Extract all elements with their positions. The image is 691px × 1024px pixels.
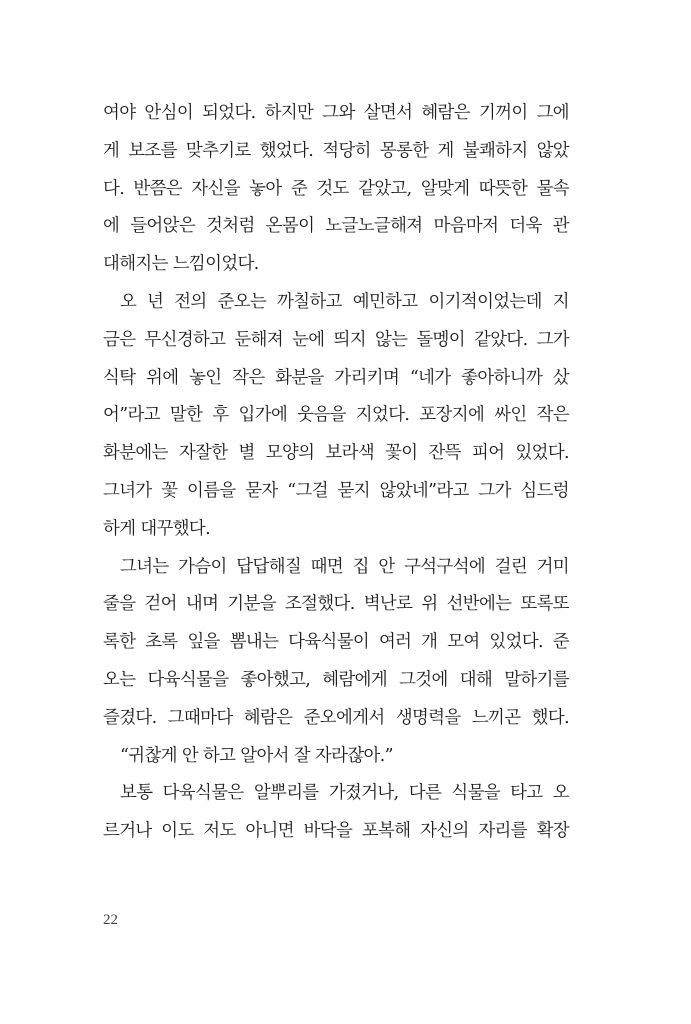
text-line: 여야 안심이 되었다. 하지만 그와 살면서 혜람은 기꺼이 그에 xyxy=(103,103,569,123)
text-line: 식탁 위에 놓인 작은 화분을 가리키며 “네가 좋아하니까 샀 xyxy=(103,367,569,388)
text-line: 대해지는 느낌이었다. xyxy=(103,254,259,275)
text-line: 줄을 걷어 내며 기분을 조절했다. 벽난로 위 선반에는 또록또 xyxy=(103,594,569,615)
text-line: 금은 무신경하고 둔해져 눈에 띄지 않는 돌멩이 같았다. 그가 xyxy=(103,329,569,350)
page-number: 22 xyxy=(103,912,118,928)
text-line: 록한 초록 잎을 뽐내는 다육식물이 여러 개 모여 있었다. 준 xyxy=(103,632,569,653)
text-line: 게 보조를 맞추기로 했었다. 적당히 몽롱한 게 불쾌하지 않았 xyxy=(103,140,569,161)
text-line: 화분에는 자잘한 별 모양의 보라색 꽃이 잔뜩 피어 있었다. xyxy=(103,443,569,464)
text-line: 다. 반쯤은 자신을 놓아 준 것도 같았고, 알맞게 따뜻한 물속 xyxy=(103,178,569,199)
text-line: 오 년 전의 준오는 까칠하고 예민하고 이기적이었는데 지 xyxy=(120,291,569,312)
text-line: 하게 대꾸했다. xyxy=(103,518,211,539)
body-text xyxy=(103,99,569,855)
text-line: 즐겼다. 그때마다 혜람은 준오에게서 생명력을 느끼곤 했다. xyxy=(103,707,569,728)
text-line: 에 들어앉은 것처럼 온몸이 노글노글해져 마음마저 더욱 관 xyxy=(103,216,569,237)
text-line: 보통 다육식물은 알뿌리를 가졌거나, 다른 식물을 타고 오 xyxy=(120,783,569,804)
text-line: 그녀가 꽃 이름을 묻자 “그걸 묻지 않았네”라고 그가 심드렁 xyxy=(103,480,569,501)
text-line: 어”라고 말한 후 입가에 웃음을 지었다. 포장지에 싸인 작은 xyxy=(103,405,569,426)
text-line: “귀찮게 안 하고 알아서 잘 자라잖아.” xyxy=(120,745,393,766)
text-line: 오는 다육식물을 좋아했고, 혜람에게 그것에 대해 말하기를 xyxy=(103,669,569,690)
text-line: 르거나 이도 저도 아니면 바닥을 포복해 자신의 자리를 확장 xyxy=(103,821,569,842)
text-line: 그녀는 가슴이 답답해질 때면 집 안 구석구석에 걸린 거미 xyxy=(120,556,569,577)
